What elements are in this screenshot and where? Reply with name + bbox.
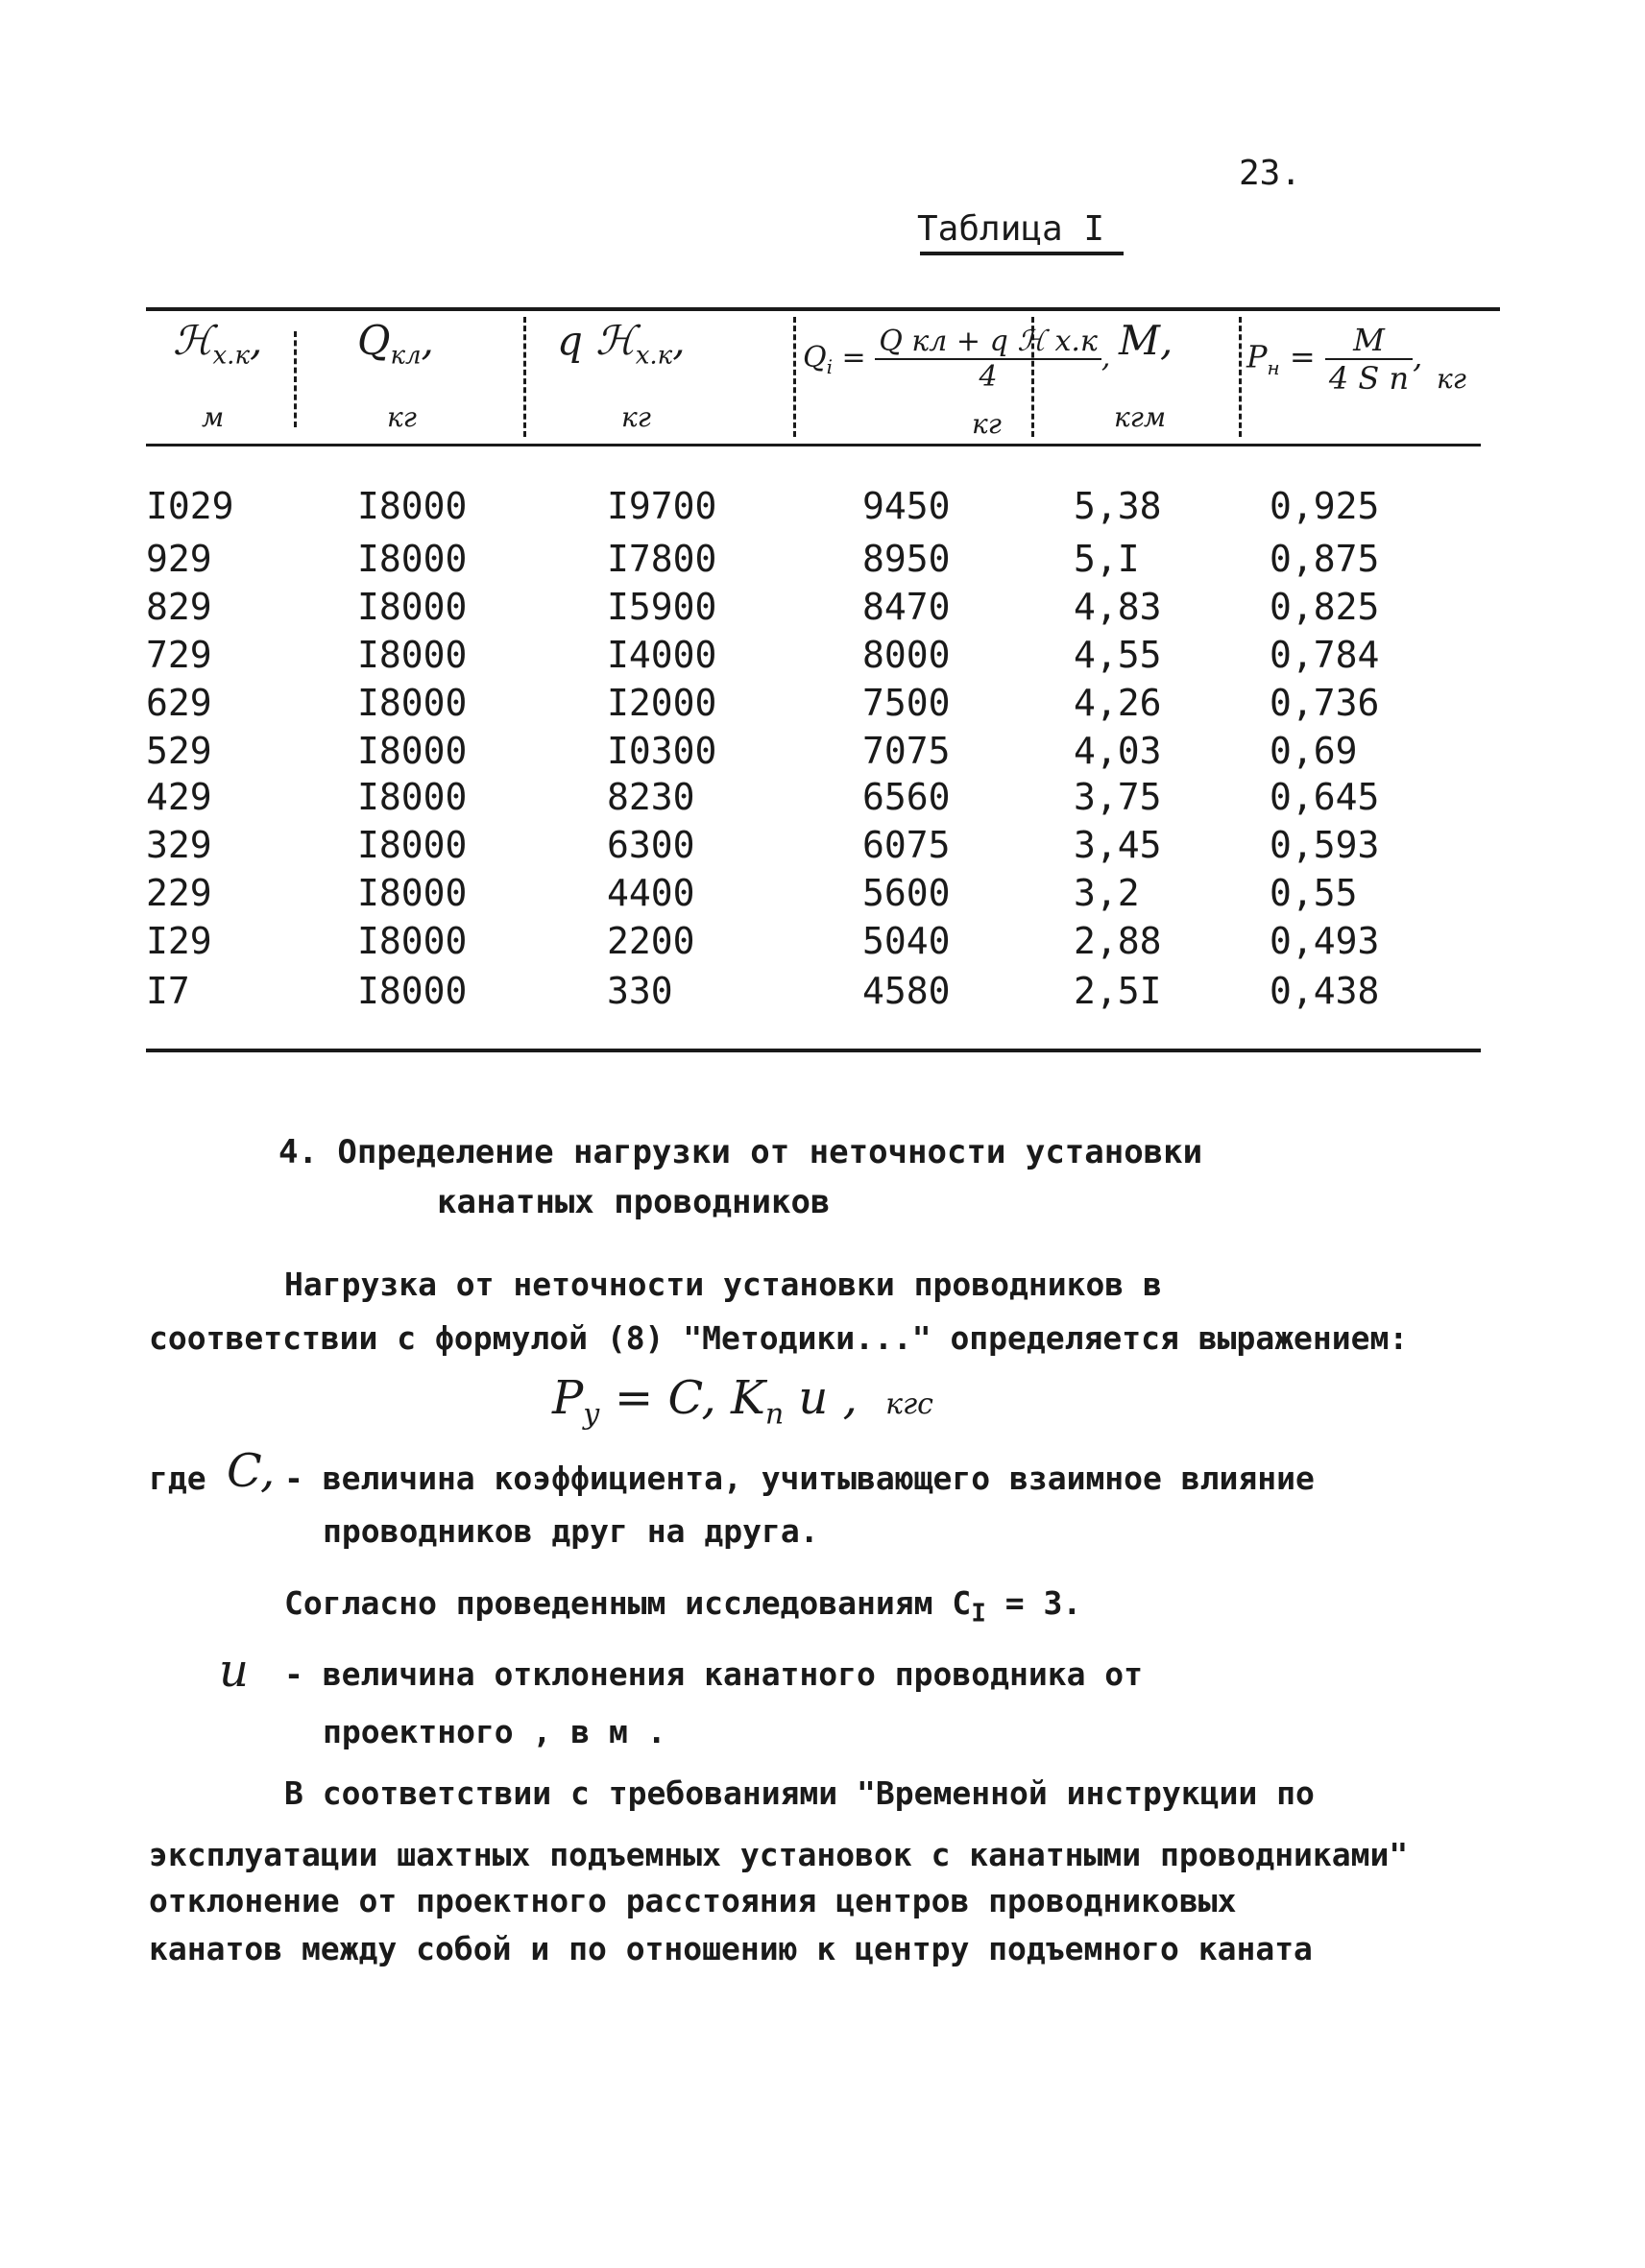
table-cell: 3,2 xyxy=(1074,872,1140,914)
header-pn-unit: кг xyxy=(1437,363,1466,395)
table-cell: 9450 xyxy=(862,485,951,527)
table-cell: 0,925 xyxy=(1270,485,1380,527)
table-cell: I0300 xyxy=(607,730,717,772)
header-qkl: $Q_{кл}$, xyxy=(357,317,434,371)
table-cell: 829 xyxy=(146,586,212,628)
table-cell: I029 xyxy=(146,485,234,527)
paragraph-line: - величина коэффициента, учитывающего взаимное влияние xyxy=(284,1460,1315,1497)
table-cell: 0,593 xyxy=(1270,824,1380,866)
paragraph-line: отклонение от проектного расстояния центров проводниковых xyxy=(149,1882,1237,1919)
table-cell: 5600 xyxy=(862,872,951,914)
where-symbol: C, xyxy=(227,1444,276,1498)
table-cell: 529 xyxy=(146,730,212,772)
table-cell: 5,38 xyxy=(1074,485,1162,527)
header-qkl-unit: кг xyxy=(387,401,417,433)
paragraph-line: канатов между собой и по отношению к центру подъемного каната xyxy=(149,1930,1313,1967)
table-cell: 4580 xyxy=(862,970,951,1012)
paragraph-line: проводников друг на друга. xyxy=(323,1512,819,1550)
table-cell: 4,83 xyxy=(1074,586,1162,628)
table-cell: 0,784 xyxy=(1270,634,1380,676)
table-caption: Таблица I xyxy=(917,209,1105,249)
header-qhxk-unit: кг xyxy=(621,401,651,433)
table-cell: 3,75 xyxy=(1074,776,1162,818)
paragraph-line: Согласно проведенным исследованиям $C_I = 3$. xyxy=(284,1584,1082,1629)
table-cell: I8000 xyxy=(357,485,468,527)
table-cell: 2,88 xyxy=(1074,920,1162,962)
table-cell: 0,645 xyxy=(1270,776,1380,818)
paragraph-line: эксплуатации шахтных подъемных установок с канатными проводниками" xyxy=(149,1836,1409,1873)
table-top-rule xyxy=(146,307,1500,311)
table-cell: 0,875 xyxy=(1270,538,1380,580)
table-cell: I8000 xyxy=(357,872,468,914)
table-cell: I4000 xyxy=(607,634,717,676)
table-caption-underline xyxy=(920,252,1124,255)
table-cell: I2000 xyxy=(607,682,717,724)
table-cell: 3,45 xyxy=(1074,824,1162,866)
table-cell: I8000 xyxy=(357,920,468,962)
table-cell: 4400 xyxy=(607,872,695,914)
header-qi-formula: $Q_i$ = $\frac{\text{Q кл + q ℋ х.к}}{4}$ , xyxy=(803,325,1111,394)
table-cell: 0,438 xyxy=(1270,970,1380,1012)
header-qi-unit: кг xyxy=(972,408,1002,440)
table-cell: I7800 xyxy=(607,538,717,580)
table-cell: 229 xyxy=(146,872,212,914)
table-cell: 330 xyxy=(607,970,673,1012)
table-cell: 8950 xyxy=(862,538,951,580)
table-bottom-rule xyxy=(146,1049,1481,1052)
table-cell: I8000 xyxy=(357,824,468,866)
table-cell: 6075 xyxy=(862,824,951,866)
table-cell: 4,03 xyxy=(1074,730,1162,772)
table-cell: I8000 xyxy=(357,776,468,818)
table-cell: 7500 xyxy=(862,682,951,724)
paragraph-line: соответствии с формулой (8) "Методики..." определяется выражением: xyxy=(149,1319,1409,1357)
table-cell: 0,493 xyxy=(1270,920,1380,962)
header-hxk: ℋ$_{х.к}$, xyxy=(173,317,263,371)
table-cell: 929 xyxy=(146,538,212,580)
table-cell: 8230 xyxy=(607,776,695,818)
table-cell: 4,55 xyxy=(1074,634,1162,676)
header-m: M, xyxy=(1119,317,1173,364)
where-word: где xyxy=(149,1460,206,1497)
table-cell: I8000 xyxy=(357,682,468,724)
table-cell: I7 xyxy=(146,970,190,1012)
table-cell: 6560 xyxy=(862,776,951,818)
table-header-rule xyxy=(146,444,1481,446)
u-symbol: u xyxy=(219,1644,249,1698)
table-cell: 629 xyxy=(146,682,212,724)
page-number: 23. xyxy=(1239,154,1302,193)
header-separator xyxy=(793,317,796,437)
header-m-unit: кгм xyxy=(1114,401,1167,433)
table-cell: 5,I xyxy=(1074,538,1140,580)
table-cell: 8000 xyxy=(862,634,951,676)
table-cell: 2,5I xyxy=(1074,970,1162,1012)
table-cell: I29 xyxy=(146,920,212,962)
section-heading-line2: канатных проводников xyxy=(437,1183,831,1221)
formula-py: $P_у = C$, $K_п$ u , кгс xyxy=(552,1371,933,1432)
table-cell: 7075 xyxy=(862,730,951,772)
table-cell: 729 xyxy=(146,634,212,676)
table-cell: I8000 xyxy=(357,970,468,1012)
paragraph-line: Нагрузка от неточности установки проводников в xyxy=(284,1266,1162,1303)
paragraph-line: - величина отклонения канатного проводника от xyxy=(284,1655,1144,1693)
section-heading-line1: 4. Определение нагрузки от неточности установки xyxy=(278,1133,1203,1171)
table-cell: I8000 xyxy=(357,634,468,676)
table-cell: 0,825 xyxy=(1270,586,1380,628)
table-cell: 0,55 xyxy=(1270,872,1358,914)
table-cell: 429 xyxy=(146,776,212,818)
table-cell: I5900 xyxy=(607,586,717,628)
header-separator xyxy=(1239,317,1242,437)
table-cell: 8470 xyxy=(862,586,951,628)
header-hxk-unit: м xyxy=(202,401,225,433)
table-cell: 0,69 xyxy=(1270,730,1358,772)
paragraph-line: В соответствии с требованиями "Временной инструкции по xyxy=(284,1774,1315,1812)
table-cell: I8000 xyxy=(357,730,468,772)
table-cell: I8000 xyxy=(357,538,468,580)
header-pn-formula: $P_н$ = $\frac{M}{\text{4 S n}}$ , xyxy=(1246,322,1423,397)
table-cell: 5040 xyxy=(862,920,951,962)
paragraph-line: проектного , в м . xyxy=(323,1713,666,1750)
table-cell: 2200 xyxy=(607,920,695,962)
table-cell: 6300 xyxy=(607,824,695,866)
header-separator xyxy=(294,331,297,427)
table-cell: 4,26 xyxy=(1074,682,1162,724)
table-cell: 329 xyxy=(146,824,212,866)
header-separator xyxy=(523,317,526,437)
table-cell: 0,736 xyxy=(1270,682,1380,724)
table-cell: I8000 xyxy=(357,586,468,628)
header-qhxk: q ℋ$_{х.к}$, xyxy=(557,317,686,371)
table-cell: I9700 xyxy=(607,485,717,527)
